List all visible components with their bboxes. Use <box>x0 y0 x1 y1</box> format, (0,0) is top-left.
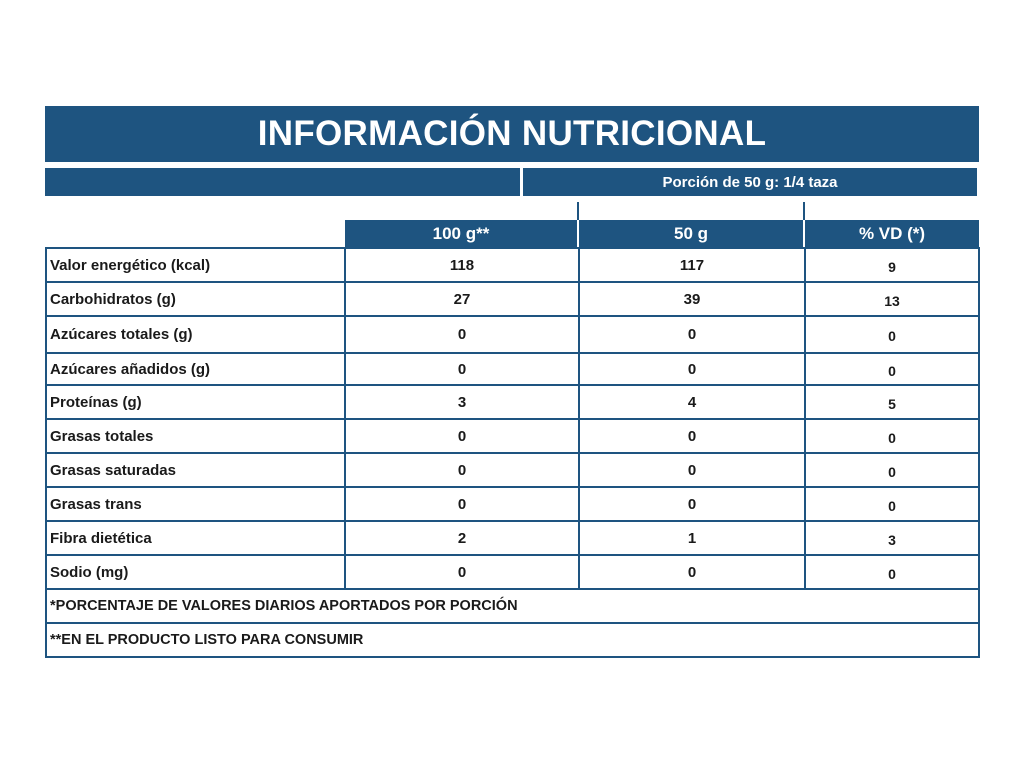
table-row <box>46 521 979 555</box>
daily-value-percent: 0 <box>805 453 979 487</box>
value-per-100g: 0 <box>345 453 579 487</box>
value-per-50g: 0 <box>579 453 805 487</box>
table-row <box>46 248 979 282</box>
daily-value-percent: 3 <box>805 521 979 555</box>
value-per-50g: 0 <box>579 316 805 353</box>
value-per-50g: 4 <box>579 385 805 419</box>
nutrient-label: Azúcares añadidos (g) <box>46 353 345 385</box>
nutrient-label: Grasas totales <box>46 419 345 453</box>
value-per-100g: 2 <box>345 521 579 555</box>
daily-value-percent: 13 <box>805 282 979 316</box>
serving-bar-left <box>45 168 520 196</box>
daily-value-percent: 0 <box>805 487 979 521</box>
table-row <box>46 453 979 487</box>
serving-size: Porción de 50 g: 1/4 taza <box>523 168 977 196</box>
daily-value-percent: 5 <box>805 385 979 419</box>
value-per-50g: 0 <box>579 419 805 453</box>
nutrient-label: Proteínas (g) <box>46 385 345 419</box>
column-header-50g: 50 g <box>579 220 803 247</box>
table-row <box>46 487 979 521</box>
column-divider <box>577 202 579 220</box>
daily-value-percent: 0 <box>805 316 979 353</box>
nutrient-label: Valor energético (kcal) <box>46 248 345 282</box>
value-per-50g: 117 <box>579 248 805 282</box>
value-per-100g: 3 <box>345 385 579 419</box>
footnote-row <box>46 589 979 623</box>
value-per-50g: 1 <box>579 521 805 555</box>
table-row <box>46 555 979 589</box>
value-per-100g: 0 <box>345 555 579 589</box>
value-per-100g: 118 <box>345 248 579 282</box>
value-per-50g: 0 <box>579 555 805 589</box>
value-per-100g: 0 <box>345 316 579 353</box>
column-header-100g: 100 g** <box>345 220 577 247</box>
footnote: **EN EL PRODUCTO LISTO PARA CONSUMIR <box>46 623 979 657</box>
nutrient-label: Carbohidratos (g) <box>46 282 345 316</box>
value-per-100g: 0 <box>345 353 579 385</box>
footnote: *PORCENTAJE DE VALORES DIARIOS APORTADOS POR PORCIÓN <box>46 589 979 623</box>
value-per-100g: 0 <box>345 487 579 521</box>
nutrient-label: Sodio (mg) <box>46 555 345 589</box>
value-per-50g: 0 <box>579 353 805 385</box>
table-row <box>46 353 979 385</box>
nutrient-label: Fibra dietética <box>46 521 345 555</box>
value-per-50g: 0 <box>579 487 805 521</box>
table-row <box>46 419 979 453</box>
daily-value-percent: 0 <box>805 419 979 453</box>
column-header-vd: % VD (*) <box>805 220 979 247</box>
table-row <box>46 316 979 353</box>
nutrient-label: Grasas trans <box>46 487 345 521</box>
daily-value-percent: 0 <box>805 555 979 589</box>
value-per-100g: 0 <box>345 419 579 453</box>
nutrition-table <box>45 247 980 658</box>
daily-value-percent: 9 <box>805 248 979 282</box>
table-row <box>46 282 979 316</box>
daily-value-percent: 0 <box>805 353 979 385</box>
nutrient-label: Azúcares totales (g) <box>46 316 345 353</box>
nutrient-label: Grasas saturadas <box>46 453 345 487</box>
table-row <box>46 385 979 419</box>
footnote-row <box>46 623 979 657</box>
value-per-100g: 27 <box>345 282 579 316</box>
value-per-50g: 39 <box>579 282 805 316</box>
column-divider <box>803 202 805 220</box>
table-title: INFORMACIÓN NUTRICIONAL <box>45 106 979 162</box>
